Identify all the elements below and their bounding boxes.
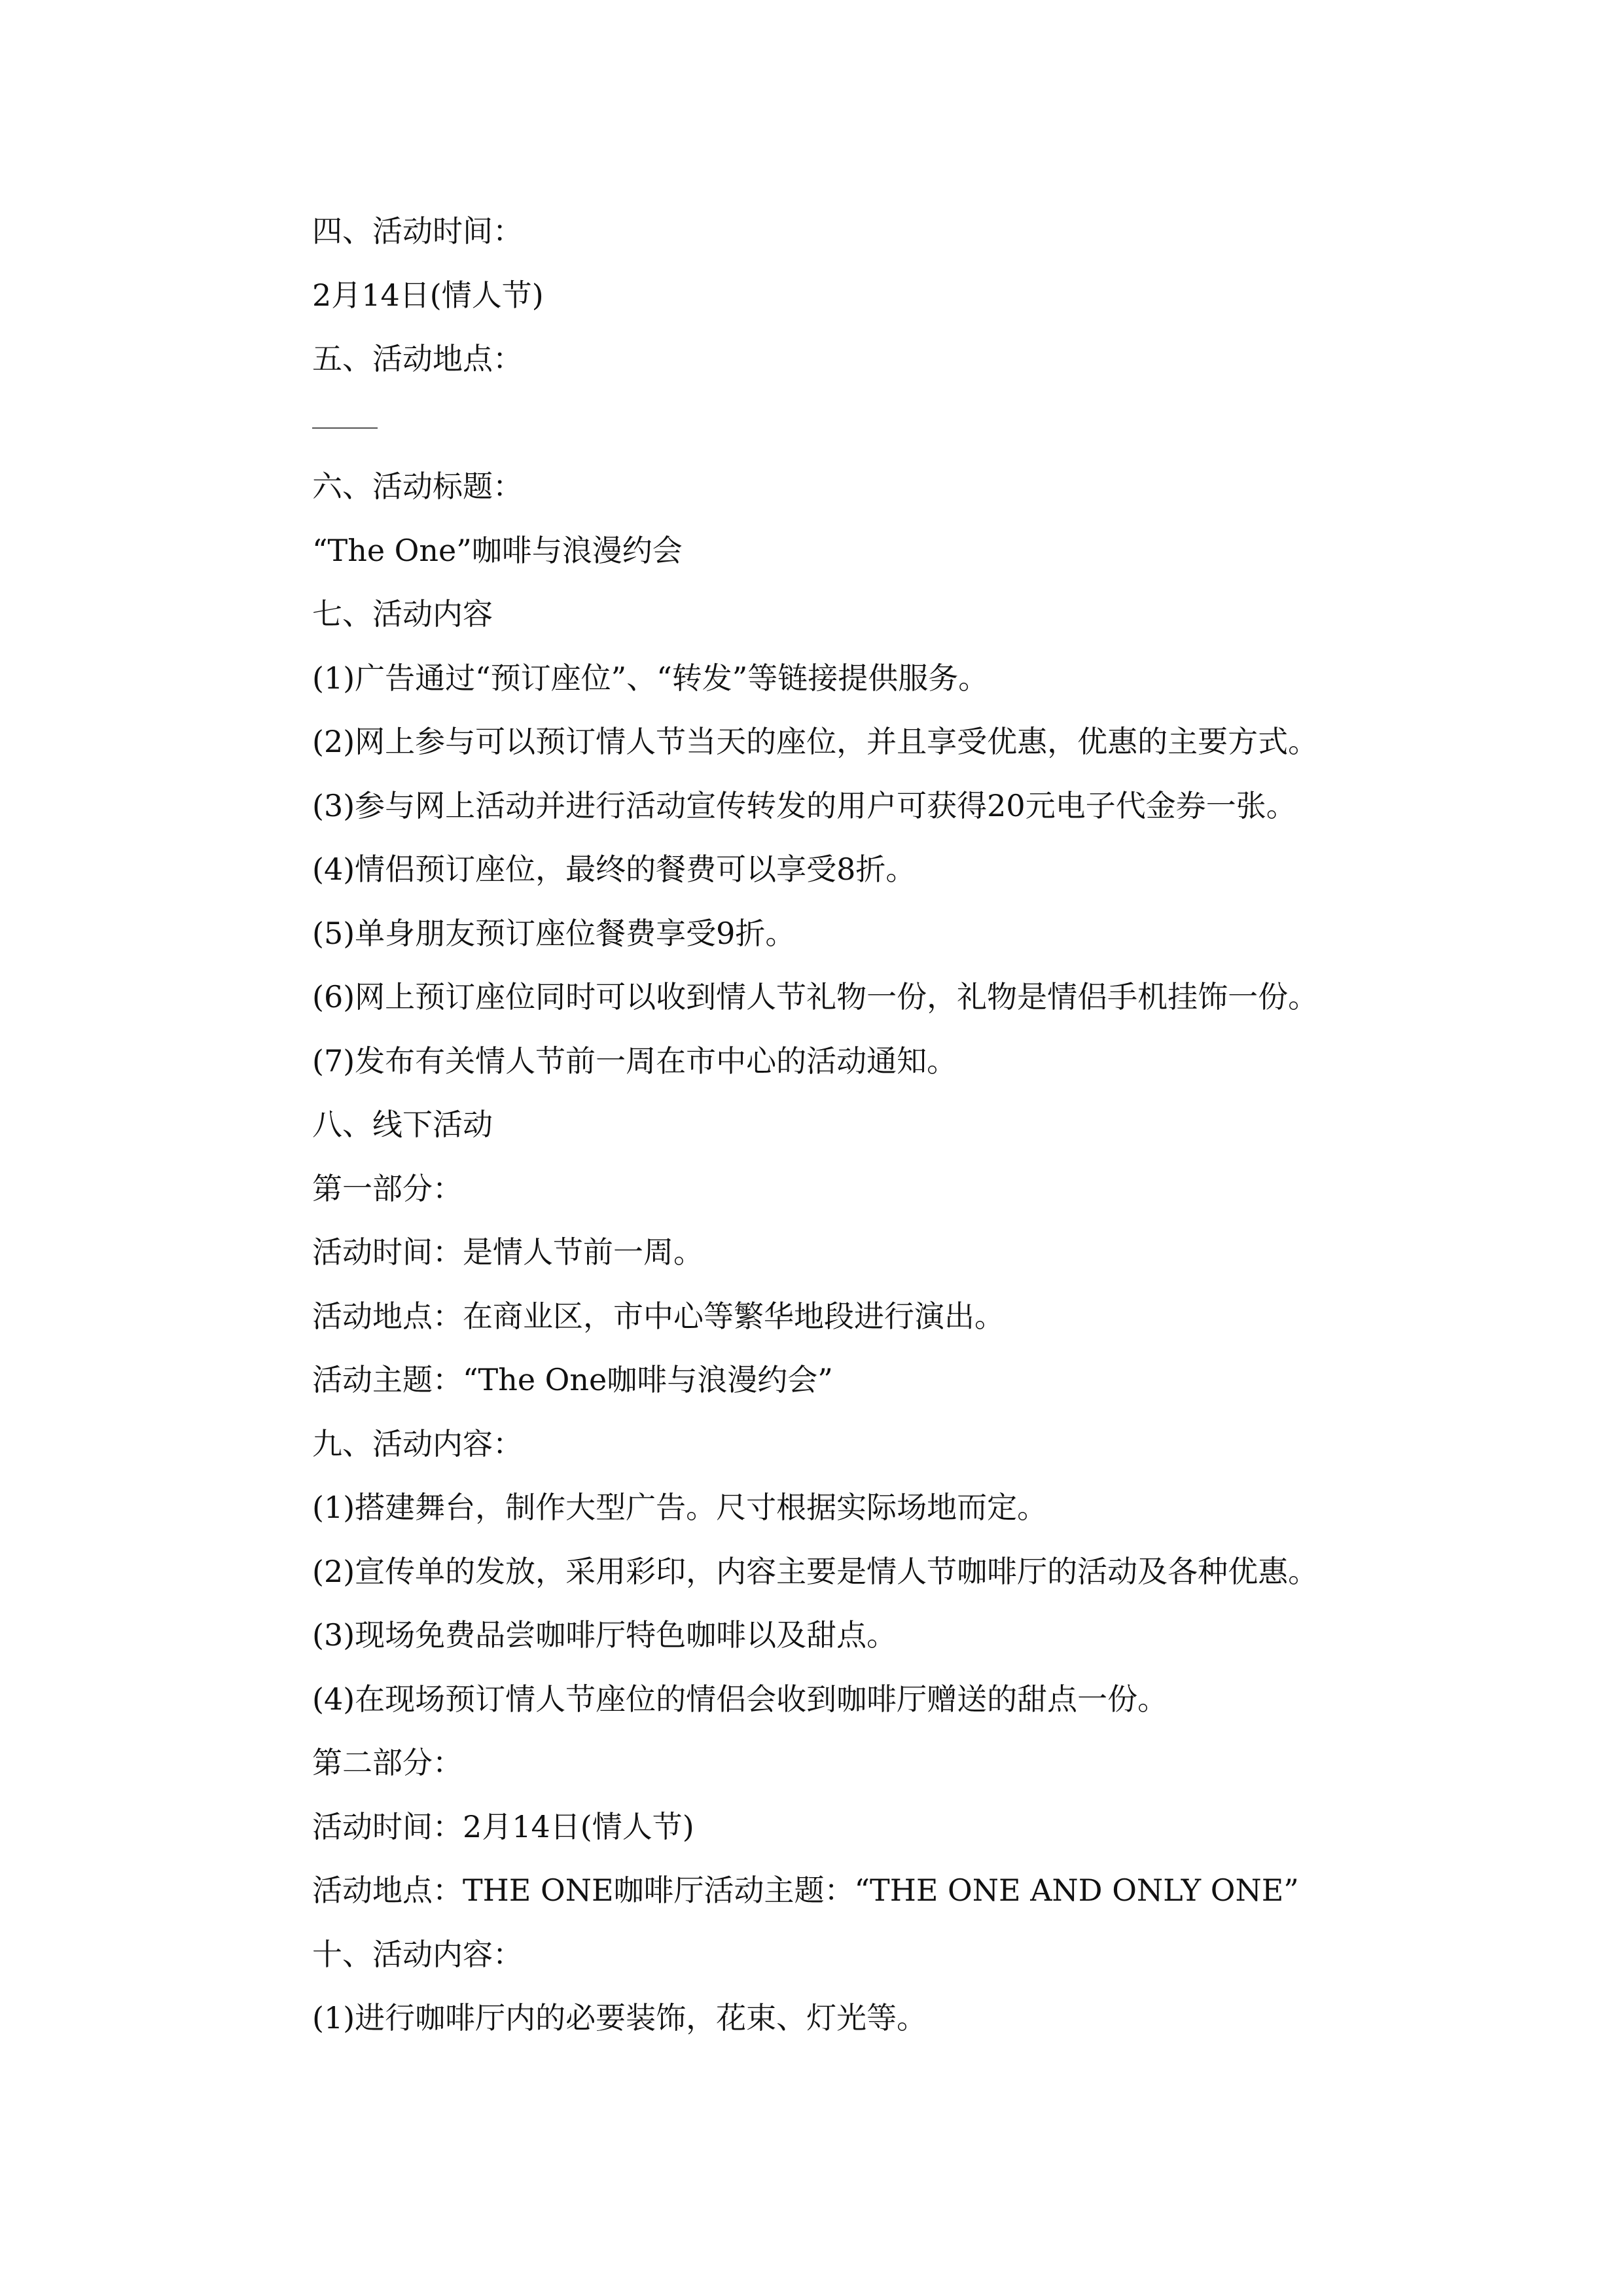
online-item-1: (1)广告通过“预订座位”、“转发”等链接提供服务。 [312,660,989,696]
heading-offline-activity: 八、线下活动 [312,1107,493,1142]
activity-date: 2月14日(情人节) [312,277,544,313]
online-item-5: (5)单身朋友预订座位餐费享受9折。 [312,915,796,951]
part-two-item-1: (1)进行咖啡厅内的必要装饰，花束、灯光等。 [312,2000,927,2036]
offline-item-2: (2)宣传单的发放，采用彩印，内容主要是情人节咖啡厅的活动及各种优惠。 [312,1553,1319,1589]
online-item-6: (6)网上预订座位同时可以收到情人节礼物一份，礼物是情侣手机挂饰一份。 [312,979,1319,1014]
heading-activity-time: 四、活动时间： [312,213,523,249]
part-one-location: 活动地点：在商业区，市中心等繁华地段进行演出。 [312,1298,1005,1334]
offline-item-4: (4)在现场预订情人节座位的情侣会收到咖啡厅赠送的甜点一份。 [312,1681,1168,1717]
online-item-3: (3)参与网上活动并进行活动宣传转发的用户可获得20元电子代金券一张。 [312,787,1296,823]
heading-activity-title: 六、活动标题： [312,469,523,504]
part-one-heading: 第一部分： [312,1170,463,1206]
part-two-location-theme: 活动地点：THE ONE咖啡厅活动主题：“THE ONE AND ONLY ONE” [312,1873,1299,1908]
online-item-4: (4)情侣预订座位，最终的餐费可以享受8折。 [312,852,916,887]
heading-activity-content: 七、活动内容 [312,596,493,632]
part-one-time: 活动时间：是情人节前一周。 [312,1234,704,1270]
activity-title: “The One”咖啡与浪漫约会 [312,532,683,568]
part-two-time: 活动时间：2月14日(情人节) [312,1808,694,1844]
blank-underline [312,391,1451,456]
part-two-heading: 第二部分： [312,1745,463,1780]
online-item-2: (2)网上参与可以预订情人节当天的座位，并且享受优惠，优惠的主要方式。 [312,724,1319,759]
heading-activity-location: 五、活动地点： [312,341,523,376]
online-item-7: (7)发布有关情人节前一周在市中心的活动通知。 [312,1043,957,1079]
underline-rule [312,427,378,429]
offline-item-1: (1)搭建舞台，制作大型广告。尺寸根据实际场地而定。 [312,1490,1048,1525]
heading-part-one-content: 九、活动内容： [312,1426,523,1462]
heading-part-two-content: 十、活动内容： [312,1936,523,1972]
document-body [312,200,1451,2051]
part-one-theme: 活动主题：“The One咖啡与浪漫约会” [312,1362,833,1397]
offline-item-3: (3)现场免费品尝咖啡厅特色咖啡以及甜点。 [312,1617,897,1653]
